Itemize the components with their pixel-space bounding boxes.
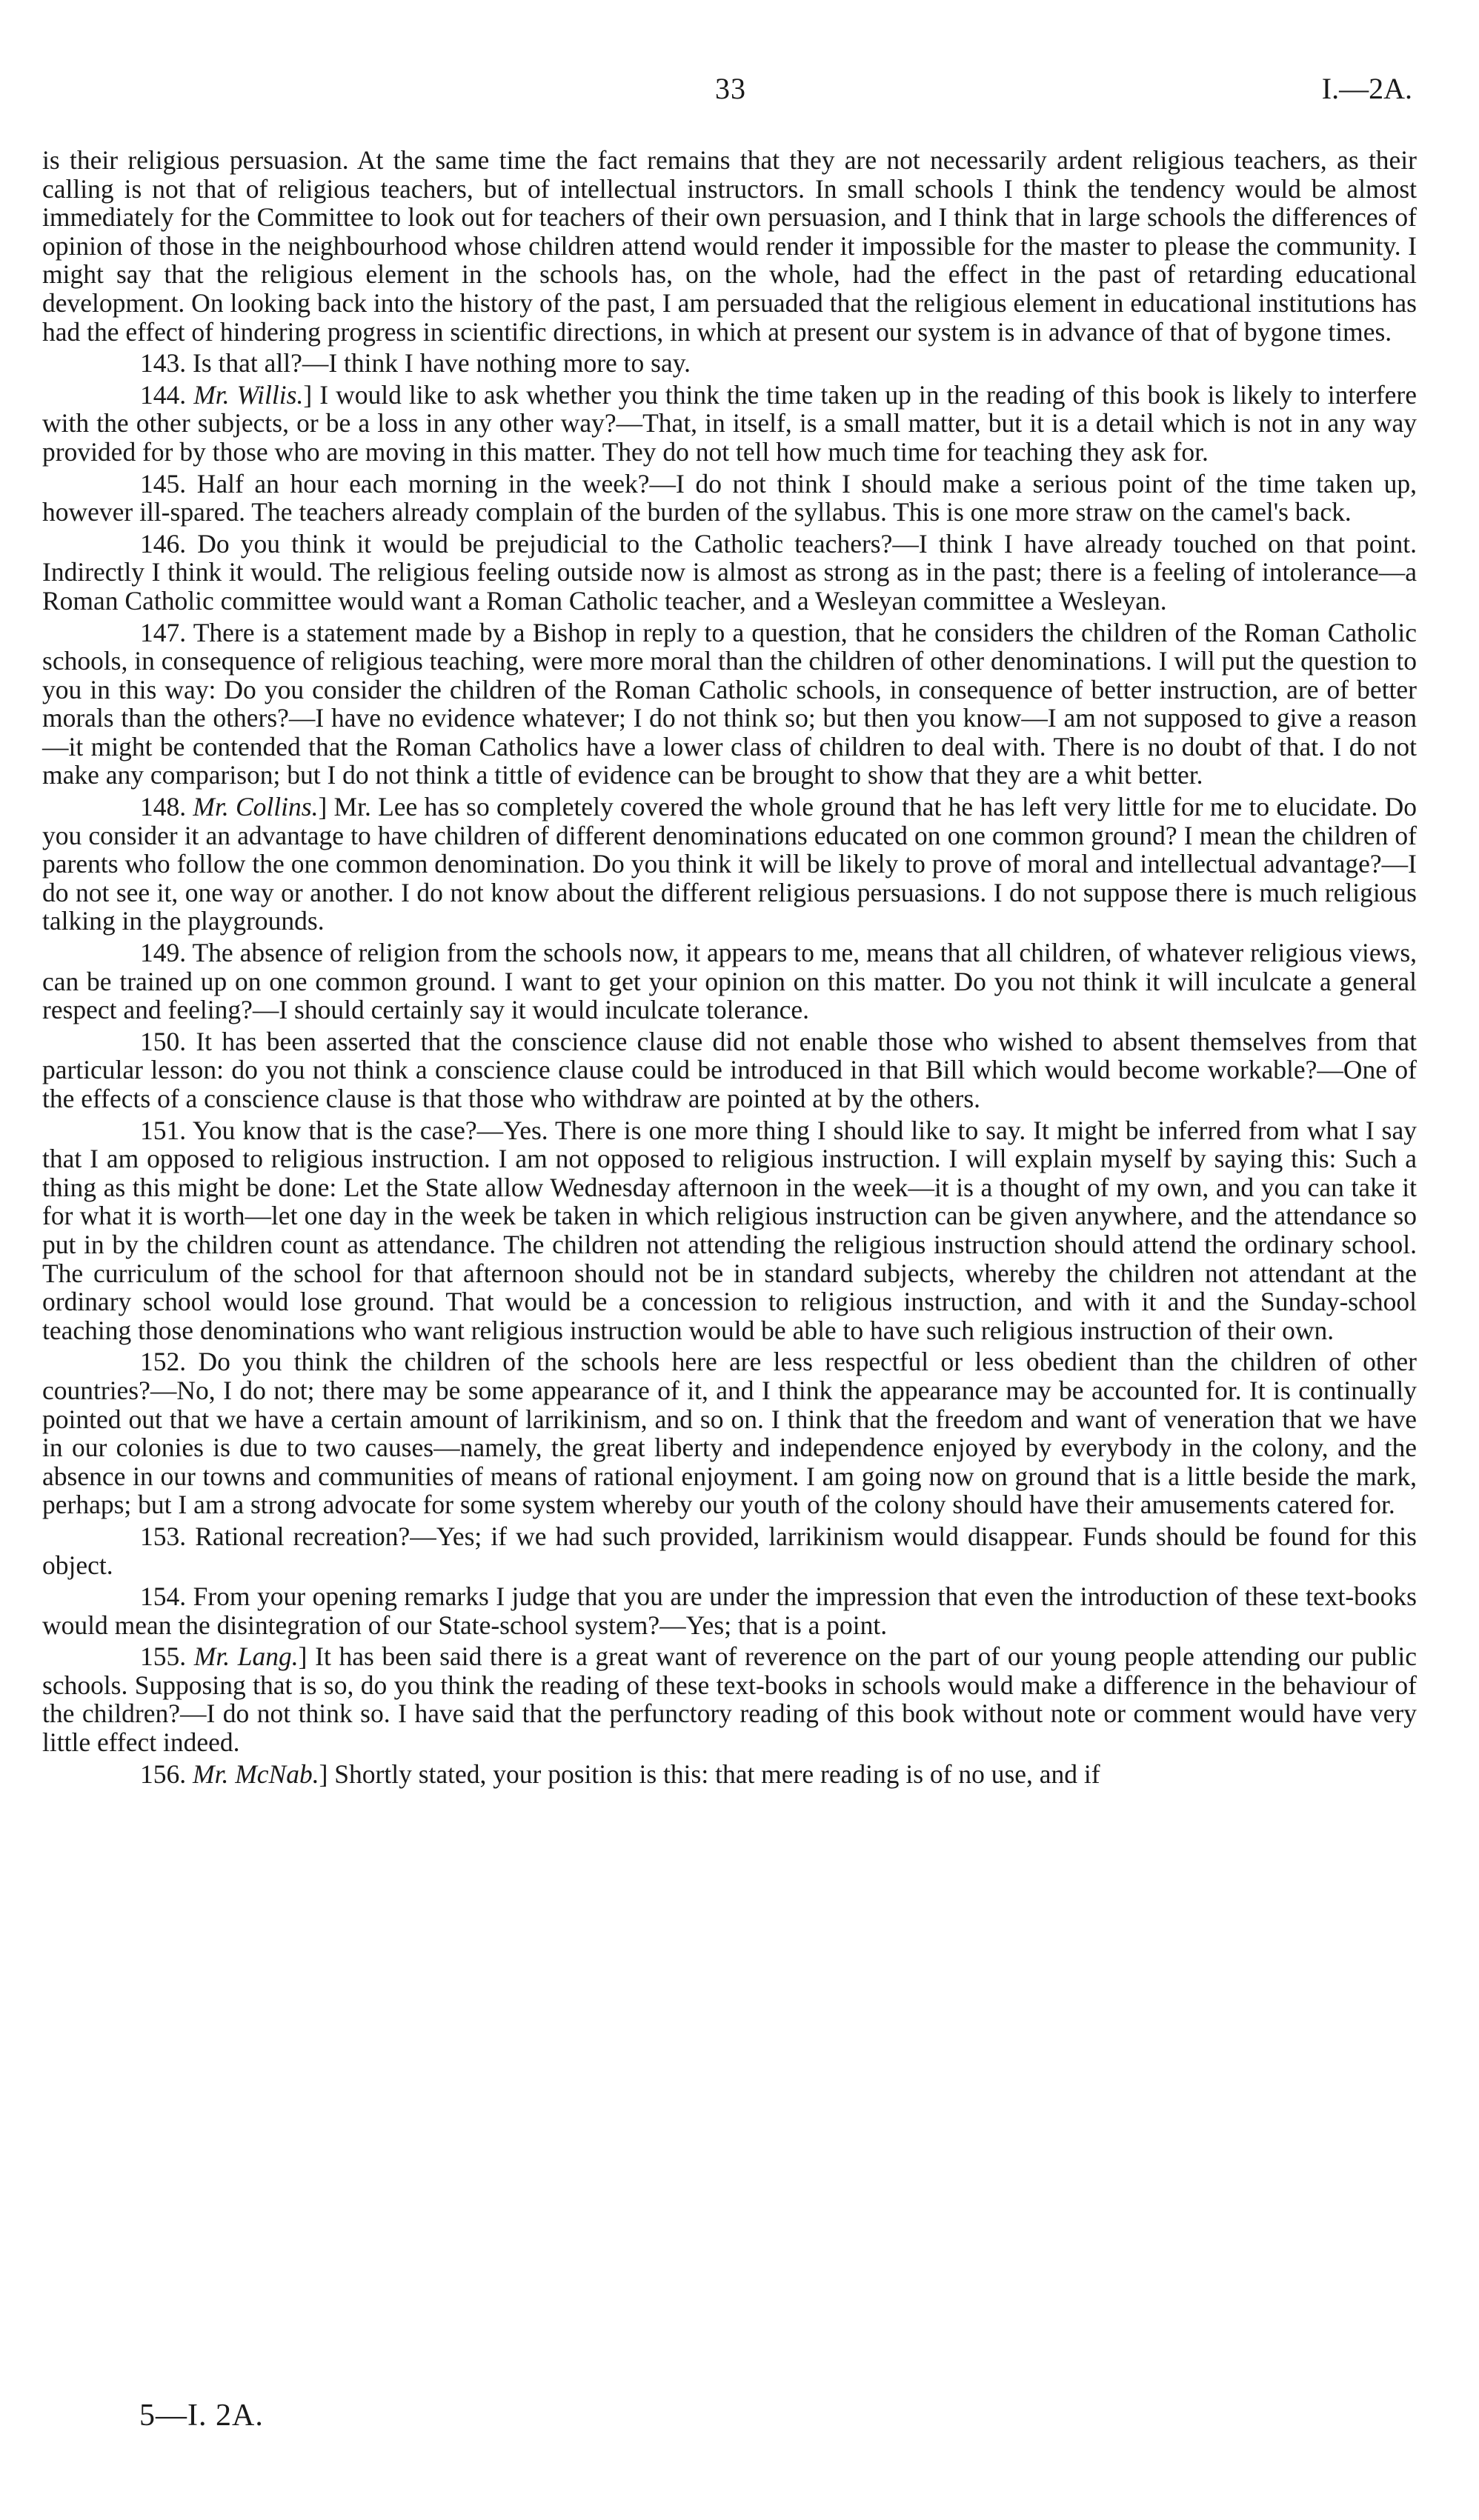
question-152	[42, 1347, 1417, 1519]
page-number: 33	[715, 72, 746, 105]
question-text: Half an hour each morning in the week?—I do not think I should make a serious point of the time taken up, however ill-spared. The teachers already complain of the burden of the syllabus. This is one more straw on the camel's back.	[42, 468, 1417, 527]
question-150	[42, 1027, 1417, 1113]
question-156: 156. Mr. McNab.] Shortly stated, your position is this: that mere reading is of no use, and if	[140, 1759, 1100, 1789]
question-text: Mr. Lee has so completely covered the whole ground that he has left very little for me to elucidate. Do you consider it an advantage to have children of different denominations educated on one common ground? I mean the children of parents who follow the one common denomination. Do you think it will be likely to prove of moral and intellectual advantage?—I do not see it, one way or another. I do not know about the different religious persuasions. I do not suppose there is much religious talking in the playgrounds.	[42, 792, 1417, 936]
opening-paragraph: is their religious persuasion. At the same time the fact remains that they are not necessarily ardent religious teachers, as their calling is not that of religious teachers, but of intellectual instructors. In small schools I think the tendency would be almost immediately for the Committee to look out for teachers of their own persuasion, and I think that in large schools the differences of opinion of those in the neighbourhood whose children attend would render it impossible for the master to please the community. I might say that the religious element in the schools has, on the whole, had the effect in the past of retarding educational development. On looking back into the history of the past, I am persuaded that the religious element in educational institutions has had the effect of hindering progress in scientific directions, in which at present our system is in advance of that of bygone times.	[42, 145, 1417, 347]
question-number: 156.	[140, 1759, 187, 1789]
document-reference: I.—2A.	[1321, 72, 1412, 105]
question-number: 151.	[140, 1115, 187, 1145]
sheet-signature: 5—I. 2A.	[139, 2399, 264, 2433]
question-154	[42, 1582, 1417, 1639]
question-number: 150.	[140, 1026, 187, 1056]
question-text: From your opening remarks I judge that you are under the impression that even the introduction of these text-books would mean the disintegration of our State-school system?—Yes; that is a point.	[42, 1581, 1417, 1640]
question-number: 144.	[140, 379, 187, 410]
question-number: 152.	[140, 1347, 187, 1377]
question-number: 154.	[140, 1581, 187, 1612]
question-155: 155. Mr. Lang.] It has been said there is a great want of reverence on the part of our young people attending our public schools. Supposing that is so, do you think the reading of these text-books in schools would make a difference in the behaviour of the children?—I do not think so. I have said that the perfunctory reading of this book without note or comment would have very little effect indeed.	[42, 1641, 1417, 1758]
question-text: I would like to ask whether you think the time taken up in the reading of this book is likely to interfere with the other subjects, or be a loss in any other way?—That, in itself, is a small matter, but it is a detail which is not in any way provided for by those who are moving in this matter. They do not tell how much time for teaching they ask for.	[42, 379, 1417, 467]
question-text: Do you think it would be prejudicial to the Catholic teachers?—I think I have already touched on that point. Indirectly I think it would. The religious feeling outside now is almost as strong as in the past; there is a feeling of intolerance—a Roman Catholic committee would want a Roman Catholic teacher, and a Wesleyan committee a Wesleyan.	[42, 528, 1417, 616]
question-number: 143.	[140, 348, 187, 379]
question-146	[42, 530, 1417, 616]
question-text: There is a statement made by a Bishop in reply to a question, that he considers the children of the Roman Catholic schools, in consequence of religious teaching, were more moral than the children of other denominations. I will put the question to you in this way: Do you consider the children of the Roman Catholic schools, in consequence of better instruction, are of better morals than the others?—I have no evidence whatever; I do not think so; but then you know—I am not supposed to give a reason—it might be contended that the Roman Catholics have a lower class of children to deal with. There is no doubt of that. I do not make any comparison; but I do not think a tittle of evidence can be brought to show that they are a whit better.	[42, 617, 1417, 790]
speaker-name: Mr. Willis.	[193, 379, 304, 410]
question-text: Rational recreation?—Yes; if we had such provided, larrikinism would disappear. Funds should be found for this object.	[42, 1521, 1417, 1580]
question-number: 147.	[140, 617, 187, 647]
question-text: The absence of religion from the schools now, it appears to me, means that all children, of whatever religious views, can be trained up on one common ground. I want to get your opinion on this matter. Do you not think it will inculcate a general respect and feeling?—I should certainly say it would inculcate tolerance.	[42, 938, 1417, 1025]
question-number: 148.	[140, 792, 187, 822]
question-text: Shortly stated, your position is this: that mere reading is of no use, and if	[334, 1759, 1100, 1789]
question-number: 149.	[140, 938, 187, 968]
question-143	[42, 349, 1417, 378]
question-144: 144. Mr. Willis.] I would like to ask whether you think the time taken up in the reading of this book is likely to interfere with the other subjects, or be a loss in any other way?—That, in itself, is a small matter, but it is a detail which is not in any way provided for by those who are moving in this matter. They do not tell how much time for teaching they ask for.	[42, 379, 1417, 467]
question-number: 153.	[140, 1521, 187, 1551]
question-text: You know that is the case?—Yes. There is one more thing I should like to say. It might be inferred from what I say that I am opposed to religious instruction. I am not opposed to religious instruction. I will explain myself by saying this: Such a thing as this might be done: Let the State allow Wednesday afternoon in the week—it is a thought of my own, and you can take it for what it is worth—let one day in the week be taken in which religious instruction can be given anywhere, and the attendance so put in by the children count as attendance. The children not attending the religious instruction should attend the ordinary school. The curriculum of the school for that afternoon should not be in standard subjects, whereby the children not attendant at the ordinary school would lose ground. That would be a concession to religious instruction, and with it and the Sunday-school teaching those denominations who want religious instruction would be able to have such religious instruction of their own.	[42, 1115, 1417, 1345]
question-text: Do you think the children of the schools here are less respectful or less obedient than the children of other countries?—No, I do not; there may be some appearance of it, and I think the appearance may be accounted for. It is continually pointed out that we have a certain amount of larrikinism, and so on. I think that the freedom and want of veneration that we have in our colonies is due to two causes—namely, the great liberty and independence enjoyed by everybody in the colony, and the absence in our towns and communities of means of rational enjoyment. I am going now on ground that is a little beside the mark, perhaps; but I am a strong advocate for some system whereby our youth of the colony should have their amusements catered for.	[42, 1347, 1417, 1520]
question-number: 155.	[140, 1641, 187, 1672]
question-153	[42, 1522, 1417, 1579]
question-number: 145.	[140, 468, 187, 499]
question-text: It has been said there is a great want of reverence on the part of our young people attending our public schools. Supposing that is so, do you think the reading of these text-books in schools would make a difference in the behaviour of the children?—I do not think so. I have said that the perfunctory reading of this book without note or comment would have very little effect indeed.	[42, 1641, 1417, 1758]
question-text: It has been asserted that the conscience clause did not enable those who wished to absent themselves from that particular lesson: do you not think a conscience clause could be introduced in that Bill which would become workable?—One of the effects of a conscience clause is that those who withdraw are pointed at by the others.	[42, 1026, 1417, 1113]
question-147	[42, 619, 1417, 790]
question-151	[42, 1116, 1417, 1345]
question-148: 148. Mr. Collins.] Mr. Lee has so completely covered the whole ground that he has left very little for me to elucidate. Do you consider it an advantage to have children of different denominations educated on one common ground? I mean the children of parents who follow the one common denomination. Do you think it will be likely to prove of moral and intellectual advantage?—I do not see it, one way or another. I do not know about the different religious persuasions. I do not suppose there is much religious talking in the playgrounds.	[42, 792, 1417, 936]
speaker-name: Mr. McNab.	[193, 1759, 319, 1789]
speaker-name: Mr. Collins.	[193, 792, 319, 822]
question-number: 146.	[140, 528, 187, 559]
speaker-name: Mr. Lang.	[193, 1641, 299, 1672]
evidence-body	[42, 146, 1417, 1788]
question-149	[42, 939, 1417, 1024]
question-text: Is that all?—I think I have nothing more to say.	[193, 348, 691, 379]
question-145	[42, 470, 1417, 527]
